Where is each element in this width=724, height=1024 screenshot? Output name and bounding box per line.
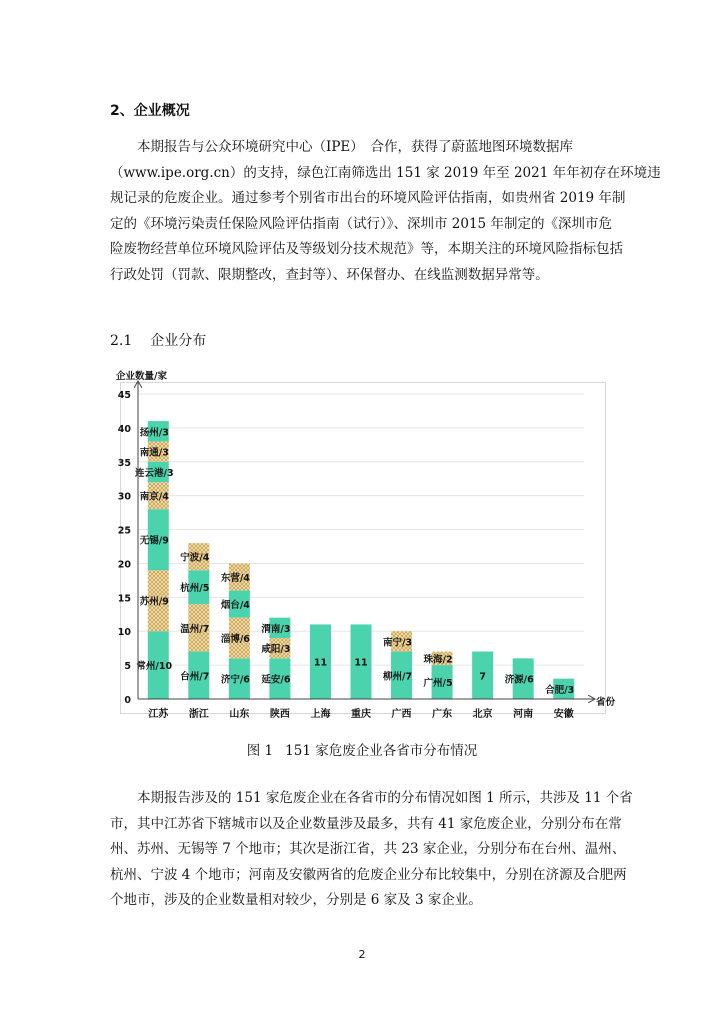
x-tick-label: 重庆 xyxy=(351,709,371,720)
segment-label: 7 xyxy=(479,671,486,683)
segment-label: 苏州/9 xyxy=(139,596,169,608)
segment-label: 合肥/3 xyxy=(545,684,575,696)
segment-label: 扬州/3 xyxy=(139,427,169,439)
intro-line: 本期报告与公众环境研究中心（IPE） 合作，获得了蔚蓝地图环境数据库 xyxy=(110,139,574,155)
chart-svg xyxy=(110,371,616,722)
segment-label: 延安/6 xyxy=(261,674,291,686)
y-tick-label: 25 xyxy=(117,525,131,537)
y-tick-label: 30 xyxy=(117,491,131,503)
segment-label: 柳州/7 xyxy=(382,671,413,683)
x-tick-label: 浙江 xyxy=(188,709,209,720)
segment-label: 温州/7 xyxy=(180,623,210,635)
segment-label: 珠海/2 xyxy=(423,654,453,666)
segment-label: 南京/4 xyxy=(139,491,169,503)
distribution-chart xyxy=(110,371,616,722)
x-tick-label: 广西 xyxy=(391,709,412,720)
subsection-number: 2.1 xyxy=(110,333,133,349)
segment-label: 东营/4 xyxy=(220,573,250,584)
intro-paragraph xyxy=(110,135,661,289)
segment-label: 南通/3 xyxy=(139,447,169,459)
x-tick-label: 北京 xyxy=(472,709,493,720)
segment-label: 台州/7 xyxy=(180,671,210,683)
figure-number: 图 1 xyxy=(246,743,274,759)
analysis-line: 本期报告涉及的 151 家危废企业在各省市的分布情况如图 1 所示，共涉及 11 个省 xyxy=(110,790,633,806)
section-heading: 2、企业概况 xyxy=(110,103,190,119)
subsection-title: 企业分布 xyxy=(150,333,207,349)
segment-label: 济源/6 xyxy=(504,674,534,686)
y-tick-label: 40 xyxy=(117,423,131,435)
x-tick-label: 山东 xyxy=(229,709,250,720)
segment-label: 济宁/6 xyxy=(220,674,250,686)
intro-line: 规记录的危废企业。通过参考个别省市出台的环境风险评估指南，如贵州省 2019 年制 xyxy=(110,190,626,207)
analysis-line: 州、苏州、无锡等 7 个地市；其次是浙江省，共 23 家企业，分别分布在台州、温州、 xyxy=(110,841,626,858)
y-tick-label: 5 xyxy=(124,661,131,673)
analysis-paragraph xyxy=(110,786,633,914)
y-tick-label: 15 xyxy=(117,593,131,605)
intro-line: 险废物经营单位环境风险评估及等级划分技术规范》等，本期关注的环境风险指标包括 xyxy=(110,241,623,258)
y-tick-label: 20 xyxy=(117,559,131,571)
segment-label: 宁波/4 xyxy=(180,552,210,564)
segment-label: 南宁/3 xyxy=(382,637,413,649)
segment-label: 淄博/6 xyxy=(220,634,250,645)
y-tick-label: 45 xyxy=(117,390,131,401)
x-tick-label: 安徽 xyxy=(553,709,574,720)
x-tick-label: 河南 xyxy=(513,709,534,720)
y-tick-label: 10 xyxy=(117,627,131,639)
analysis-line: 杭州、宁波 4 个地市；河南及安徽两省的危废企业分布比较集中，分别在济源及合肥两 xyxy=(110,866,627,883)
y-tick-label: 35 xyxy=(117,457,131,469)
segment-label: 11 xyxy=(354,657,368,669)
x-tick-label: 上海 xyxy=(310,709,331,720)
segment-label: 无锡/9 xyxy=(139,535,169,547)
x-tick-label: 陕西 xyxy=(269,709,290,720)
x-axis-title: 省份 xyxy=(596,697,616,708)
analysis-line: 个地市，涉及的企业数量相对较少，分别是 6 家及 3 家企业。 xyxy=(110,892,482,909)
figure-caption-text: 151 家危废企业各省市分布情况 xyxy=(285,743,478,759)
page-number: 2 xyxy=(358,948,366,961)
segment-label: 杭州/5 xyxy=(180,583,210,595)
y-axis-title: 企业数量/家 xyxy=(116,371,167,382)
figure-caption xyxy=(0,739,724,759)
intro-line: 行政处罚（罚款、限期整改，查封等）、环保督办、在线监测数据异常等。 xyxy=(110,266,549,283)
y-tick-label: 0 xyxy=(124,695,131,706)
segment-label: 常州/10 xyxy=(136,661,173,673)
intro-line: （www.ipe.org.cn）的支持，绿色江南筛选出 151 家 2019 年至 2021 年年初存在环境违 xyxy=(110,164,661,181)
x-tick-label: 广东 xyxy=(432,709,453,720)
segment-label: 渭南/3 xyxy=(261,623,291,635)
x-tick-label: 江苏 xyxy=(148,709,169,720)
segment-label: 烟台/4 xyxy=(220,600,250,612)
intro-line: 定的《环境污染责任保险风险评估指南（试行）》、深圳市 2015 年制定的《深圳市危 xyxy=(110,215,612,232)
analysis-line: 市，其中江苏省下辖城市以及企业数量涉及最多，共有 41 家危废企业，分别分布在常 xyxy=(110,815,622,832)
segment-label: 11 xyxy=(313,657,328,669)
subsection-heading xyxy=(110,330,206,350)
segment-label: 广州/5 xyxy=(423,678,453,690)
segment-label: 连云港/3 xyxy=(134,467,174,479)
segment-label: 咸阳/3 xyxy=(261,644,291,656)
